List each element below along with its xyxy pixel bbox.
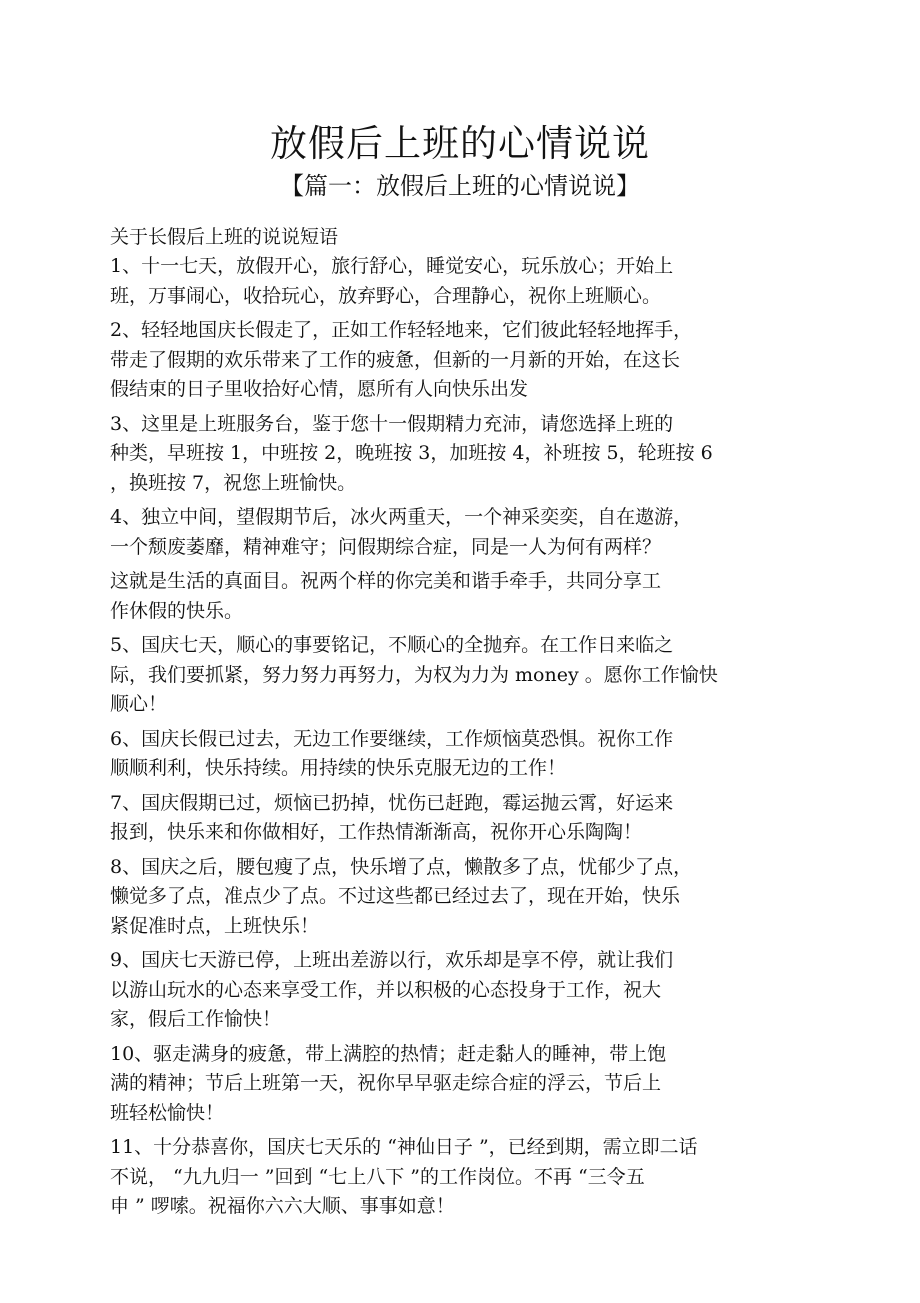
paragraph-line: 顺顺利利，快乐持续。用持续的快乐克服无边的工作！ [110, 757, 567, 779]
paragraph-11 [110, 1040, 810, 1129]
paragraph-9 [110, 853, 810, 942]
paragraph-line: 6、国庆长假已过去，无边工作要继续，工作烦恼莫恐惧。祝你工作 [110, 727, 674, 750]
paragraph-line: 满的精神；节后上班第一天，祝你早早驱走综合症的浮云，节后上 [110, 1072, 662, 1094]
paragraph-line: 以游山玩水的心态来享受工作，并以积极的心态投身于工作，祝大 [110, 978, 662, 1001]
paragraph-8 [110, 789, 810, 848]
paragraph-line: 紧促准时点，上班快乐！ [110, 914, 320, 937]
paragraph-line: 带走了假期的欢乐带来了工作的疲惫，但新的一月新的开始，在这长 [110, 348, 681, 371]
paragraph-line: 顺心！ [110, 693, 168, 715]
paragraph-5 [110, 567, 810, 626]
intro-line: 关于长假后上班的说说短语 [110, 226, 339, 248]
paragraph-line: 4、独立中间，望假期节后，冰火两重天，一个神采奕奕，自在遨游， [110, 506, 693, 528]
paragraph-line: 不说， “九九归一 ”回到 “七上八下 ”的工作岗位。不再 “三令五 [110, 1165, 645, 1188]
paragraph-line: 7、国庆假期已过，烦恼已扔掉，忧伤已赶跑，霉运抛云霄，好运来 [110, 791, 674, 814]
paragraph-line: 3、这里是上班服务台，鉴于您十一假期精力充沛，请您选择上班的 [110, 412, 674, 435]
paragraph-line: 这就是生活的真面目。祝两个样的你完美和谐手牵手，共同分享工 [110, 570, 662, 592]
document-body [110, 222, 810, 1227]
paragraph-line: 5、国庆七天，顺心的事要铭记，不顺心的全抛弃。在工作日来临之 [110, 634, 674, 656]
paragraph-12 [110, 1133, 810, 1222]
paragraph-line: 申 ” 啰嗦。祝福你六六大顺、事事如意！ [110, 1195, 455, 1217]
paragraph-line: 8、国庆之后，腰包瘦了点，快乐增了点，懒散多了点，忧郁少了点， [110, 855, 693, 878]
paragraph-line: 际，我们要抓紧，努力努力再努力，为权为力为 money 。愿你工作愉快 [110, 663, 718, 686]
paragraph-line: 11、十分恭喜你，国庆七天乐的 “神仙日子 ”，已经到期，需立即二话 [110, 1136, 698, 1158]
paragraph-line: 假结束的日子里收拾好心情，愿所有人向快乐出发 [110, 378, 529, 400]
paragraph-line: 10、驱走满身的疲惫，带上满腔的热情；赶走黏人的睡神，带上饱 [110, 1042, 667, 1065]
paragraph-line: 9、国庆七天游已停，上班出差游以行，欢乐却是享不停，就让我们 [110, 949, 674, 971]
paragraph-2 [110, 316, 810, 405]
paragraph-line: 家，假后工作愉快！ [110, 1008, 282, 1030]
paragraph-3 [110, 410, 810, 499]
paragraph-line: 班轻松愉快！ [110, 1101, 225, 1124]
paragraph-line: 班，万事闹心，收拾玩心，放弃野心，合理静心，祝你上班顺心。 [110, 284, 662, 307]
document-title: 放假后上班的心情说说 [270, 122, 650, 165]
paragraph-line: 种类，早班按 1，中班按 2，晚班按 3，加班按 4，补班按 5，轮班按 6 [110, 442, 713, 464]
paragraph-line: 2、轻轻地国庆长假走了，正如工作轻轻地来，它们彼此轻轻地挥手， [110, 319, 693, 341]
document-subtitle: 【篇一：放假后上班的心情说说】 [280, 172, 640, 200]
paragraph-1 [110, 252, 810, 311]
paragraph-line: ，换班按 7，祝您上班愉快。 [110, 471, 357, 494]
paragraph-list [110, 252, 810, 1222]
paragraph-6 [110, 631, 810, 720]
paragraph-line: 懒觉多了点，准点少了点。不过这些都已经过去了，现在开始，快乐 [110, 885, 681, 907]
paragraph-line: 1、十一七天，放假开心，旅行舒心，睡觉安心，玩乐放心；开始上 [110, 255, 674, 277]
paragraph-line: 作休假的快乐。 [110, 599, 244, 622]
paragraph-4 [110, 503, 810, 562]
paragraph-7 [110, 725, 810, 784]
paragraph-line: 报到，快乐来和你做相好，工作热情渐渐高，祝你开心乐陶陶！ [110, 821, 643, 843]
paragraph-10 [110, 946, 810, 1035]
paragraph-line: 一个颓废萎靡，精神难守；问假期综合症，同是一人为何有两样？ [110, 535, 662, 558]
